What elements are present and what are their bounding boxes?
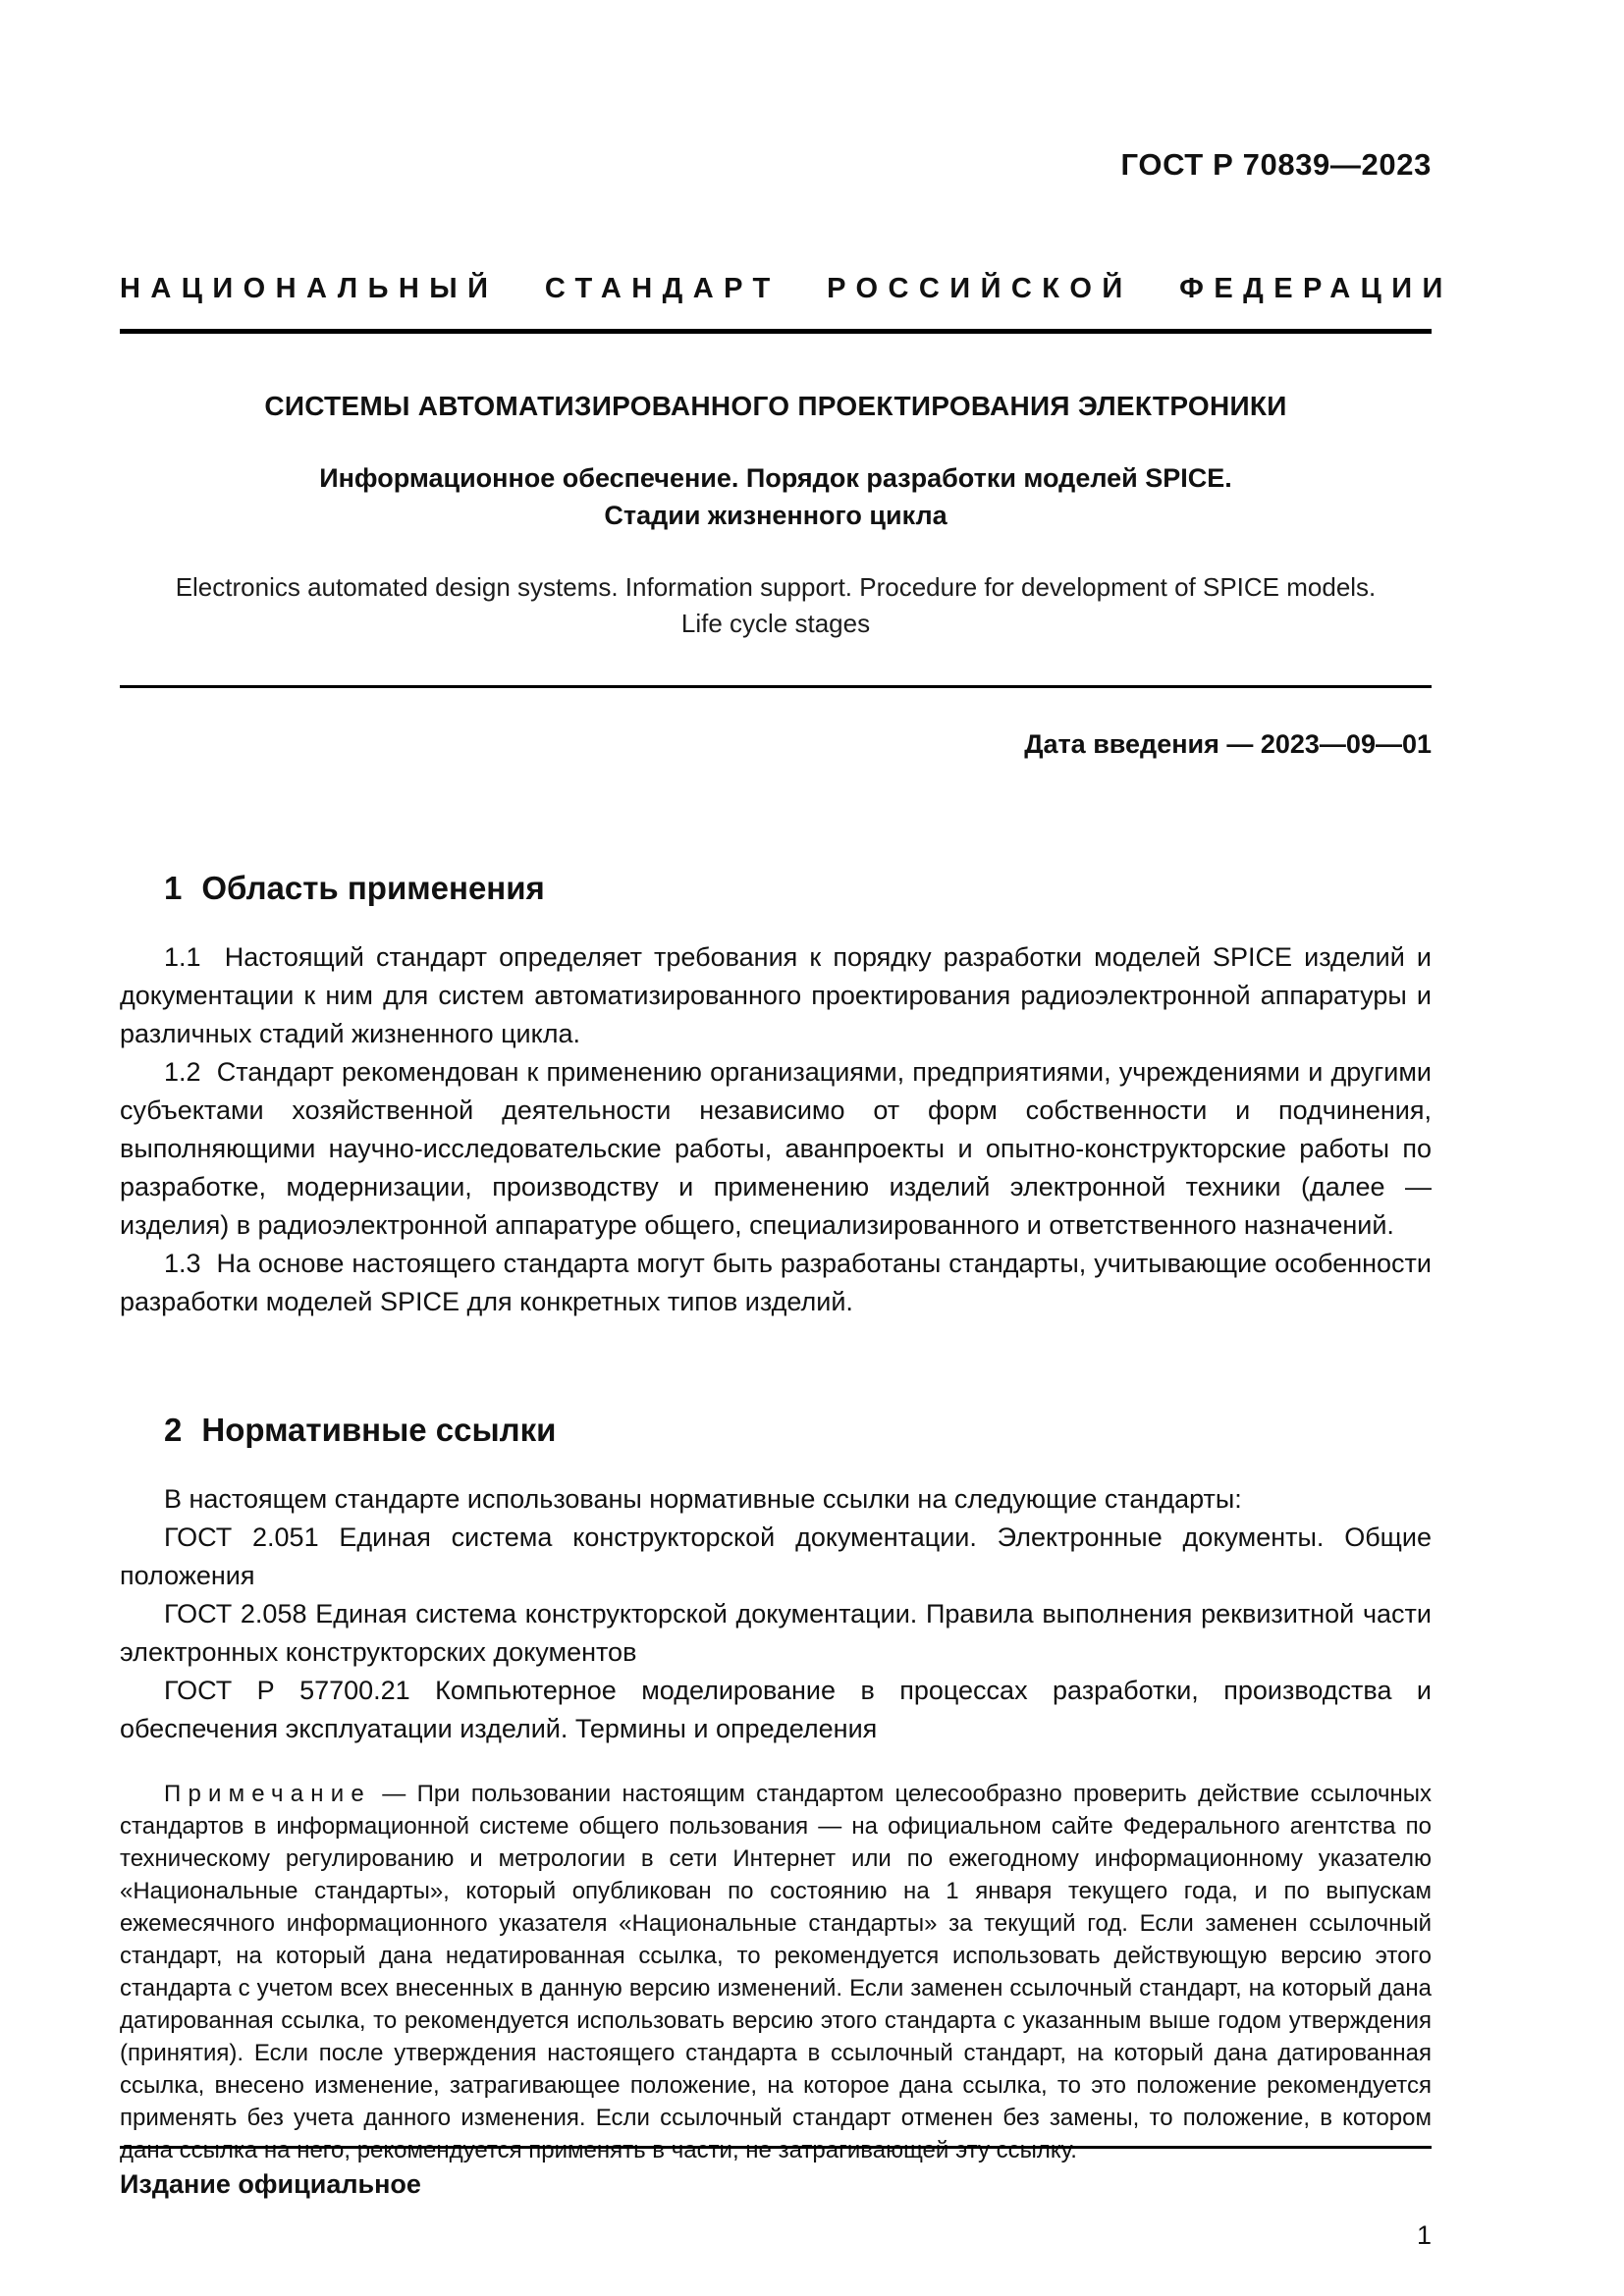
reference-item-gost-2-051: ГОСТ 2.051 Единая система конструкторской документации. Электронные документы. Общие положения [120,1522,1432,1590]
reference-item-gost-r-57700-21: ГОСТ Р 57700.21 Компьютерное моделирование в процессах разработки, производства и обеспечения эксплуатации изделий. Термины и определения [120,1676,1432,1743]
note-text: — При пользовании настоящим стандартом целесообразно проверить действие ссылочных стандартов в информационной системе общего пользования — на официальном сайте Федерального агентства по техническому регулированию и метрологии в сети Интернет или по ежегодному информационному указателю «Национальные стандарты», который опубликован по состоянию на 1 января текущего года, и по выпускам ежемесячного информационного указателя «Национальные стандарты» за текущий год. Если заменен ссылочный стандарт, на который дана недатированная ссылка, то рекомендуется использовать действующую версию этого стандарта с учетом всех внесенных в данную версию изменений. Если заменен ссылочный стандарт, на который дана датированная ссылка, то рекомендуется использовать версию этого стандарта с указанным выше годом утверждения (принятия). Если после утверждения настоящего стандарта в ссылочный стандарт, на который дана датированная ссылка, внесено изменение, затрагивающее положение, на которое дана ссылка, то это положение рекомендуется применять без учета данного изменения. Если ссылочный стандарт отменен без замены, то положение, в котором дана ссылка на него, рекомендуется применять в части, не затрагивающей эту ссылку. [120,1781,1433,2163]
document-subtitle-ru-line2: Стадии жизненного цикла [604,501,947,530]
section-1-number: 1 [164,870,183,906]
header-divider [120,685,1432,688]
section-1-heading [164,870,1432,907]
document-title-en-line2: Life cycle stages [680,609,871,638]
header-rule [120,329,1432,334]
edition-label: Издание официальное [120,2169,421,2199]
document-subtitle-ru-line1: Информационное обеспечение. Порядок разработки моделей SPICE. [319,463,1232,493]
national-standard-heading: НАЦИОНАЛЬНЫЙ СТАНДАРТ РОССИЙСКОЙ ФЕДЕРАЦИИ [120,273,1453,304]
note-block [120,1778,1432,2166]
normative-refs-intro: В настоящем стандарте использованы нормативные ссылки на следующие стандарты: [164,1484,1242,1514]
footer-rule [120,2146,1432,2149]
doc-number: ГОСТ Р 70839—2023 [1120,147,1432,182]
document-subtitle-ru [120,459,1432,534]
page-number: 1 [1416,2220,1432,2250]
section-2-heading [164,1412,1432,1449]
section-1-title: Область применения [201,870,545,906]
reference-item-gost-2-058: ГОСТ 2.058 Единая система конструкторской документации. Правила выполнения реквизитной части электронных конструкторских документов [120,1599,1432,1667]
section-1-paragraph-1-2: 1.2 Стандарт рекомендован к применению организациями, предприятиями, учреждениями и другими субъектами хозяйственной деятельности независимо от форм собственности и подчинения, выполняющими научно-исследовательские работы, аванпроекты и опытно-конструкторские работы по разработке, модернизации, производству и применению изделий электронной техники (далее — изделия) в радиоэлектронной аппаратуре общего, специализированного и ответственного назначений. [120,1057,1432,1240]
document-title-ru: СИСТЕМЫ АВТОМАТИЗИРОВАННОГО ПРОЕКТИРОВАНИЯ ЭЛЕКТРОНИКИ [264,391,1287,421]
effective-date: Дата введения — 2023—09—01 [1024,729,1432,759]
document-title-en-line1: Electronics automated design systems. Information support. Procedure for development of SPICE models. [175,572,1377,602]
section-2-title: Нормативные ссылки [201,1412,557,1448]
document-title-en [120,569,1432,642]
section-2-number: 2 [164,1412,183,1448]
title-block [120,391,1432,642]
section-1-paragraph-1-3: 1.3 На основе настоящего стандарта могут быть разработаны стандарты, учитывающие особенности разработки моделей SPICE для конкретных типов изделий. [120,1249,1432,1316]
section-1-paragraph-1-1: 1.1 Настоящий стандарт определяет требования к порядку разработки моделей SPICE изделий и документации к ним для систем автоматизированного проектирования радиоэлектронной аппаратуры и различных стадий жизненного цикла. [120,942,1432,1048]
note-label: Примечание [164,1781,371,1807]
